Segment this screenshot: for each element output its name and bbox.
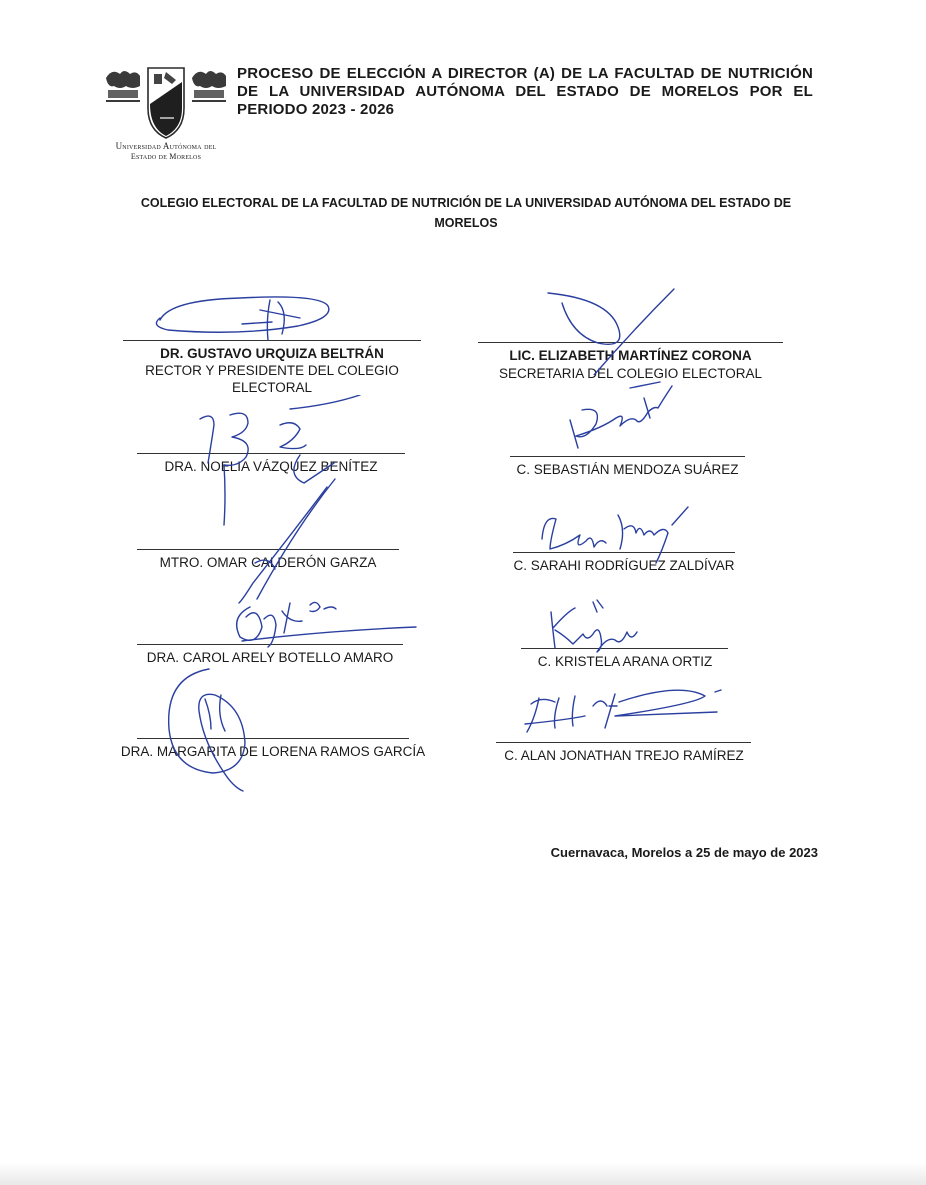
signature-line xyxy=(513,552,735,553)
signature-botello xyxy=(228,595,418,650)
signatory-name: C. SEBASTIÁN MENDOZA SUÁREZ xyxy=(516,462,739,477)
signatory-name: MTRO. OMAR CALDERÓN GARZA xyxy=(159,555,377,570)
signature-trejo xyxy=(515,680,725,735)
signatory-name: DRA. MARGARITA DE LORENA RAMOS GARCÍA xyxy=(120,744,426,759)
document-subtitle: COLEGIO ELECTORAL DE LA FACULTAD DE NUTRICIÓN DE LA UNIVERSIDAD AUTÓNOMA DEL ESTADO DE MORELOS xyxy=(140,196,792,230)
signature-arana xyxy=(545,598,655,653)
signature-rodriguez xyxy=(534,505,694,565)
signature-mendoza xyxy=(552,380,682,450)
signature-line xyxy=(496,742,751,743)
signatory-role: RECTOR Y PRESIDENTE DEL COLEGIO ELECTORAL xyxy=(145,363,399,395)
institution-name-line2: Estado de Morelos xyxy=(130,152,202,161)
signatory-name: C. ALAN JONATHAN TREJO RAMÍREZ xyxy=(504,748,744,763)
signatory-name: C. KRISTELA ARANA ORTIZ xyxy=(537,654,713,669)
signature-line xyxy=(123,340,421,341)
signature-line xyxy=(137,644,403,645)
university-logo xyxy=(104,64,228,162)
institution-name-line1: Universidad Autónoma del xyxy=(115,141,217,151)
signature-ramos xyxy=(165,665,285,795)
signatory-name: C. SARAHI RODRÍGUEZ ZALDÍVAR xyxy=(513,558,735,573)
signatory-name: DRA. CAROL ARELY BOTELLO AMARO xyxy=(146,650,394,665)
signature-line xyxy=(137,549,399,550)
signature-calderon xyxy=(215,475,345,605)
signatory-name: DRA. NOELIA VÁZQUEZ BENÍTEZ xyxy=(164,459,378,474)
signature-line xyxy=(521,648,728,649)
place-and-date: Cuernavaca, Morelos a 25 de mayo de 2023 xyxy=(550,845,818,860)
signature-line xyxy=(137,738,409,739)
signature-line xyxy=(137,453,405,454)
signatory-name: DR. GUSTAVO URQUIZA BELTRÁN xyxy=(160,346,384,361)
signature-line xyxy=(510,456,745,457)
page-bottom-edge xyxy=(0,1163,926,1185)
signatory-name: LIC. ELIZABETH MARTÍNEZ CORONA xyxy=(509,348,752,363)
university-seal-icon xyxy=(104,64,228,140)
signature-line xyxy=(478,342,783,343)
document-title: PROCESO DE ELECCIÓN A DIRECTOR (A) DE LA FACULTAD DE NUTRICIÓN DE LA UNIVERSIDAD AUTÓNOMA DEL ESTADO DE MORELOS POR EL PERIODO 2023 - 2026 xyxy=(237,65,813,118)
signatory-role: SECRETARIA DEL COLEGIO ELECTORAL xyxy=(498,366,763,381)
